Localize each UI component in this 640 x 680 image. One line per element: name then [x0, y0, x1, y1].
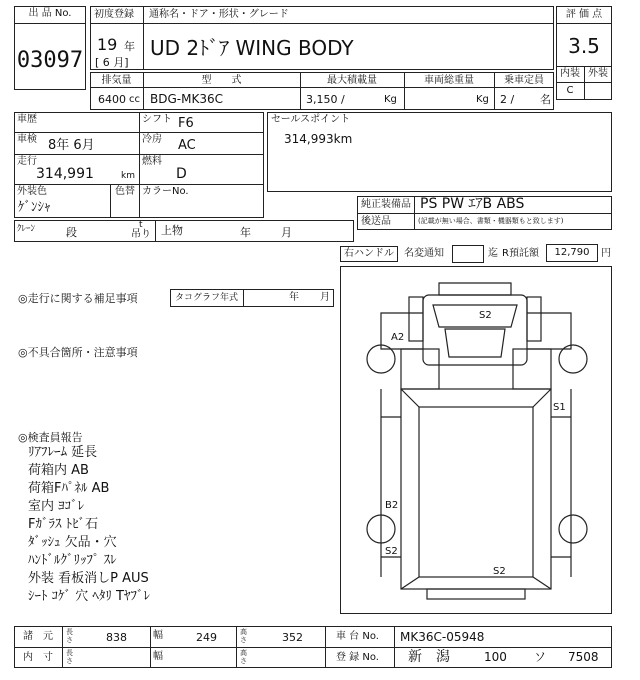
height-label: 高さ	[240, 628, 247, 644]
max-load-label: 最大積載量	[327, 75, 377, 86]
score: 3.5	[568, 34, 600, 58]
report-line: ﾊﾝﾄﾞﾙｸﾞﾘｯﾌﾟ ｽﾚ	[28, 553, 117, 568]
tachograph-month: 月	[320, 292, 330, 303]
equipment-value: PS PW ｴｱB ABS	[420, 196, 525, 212]
recycle-amount: 12,790	[554, 247, 590, 258]
upper-body-month: 月	[281, 226, 292, 239]
driving-notes-label: ◎走行に関する補足事項	[18, 292, 138, 305]
recycle-label: R預託額	[502, 248, 539, 259]
upper-body-label: 上物	[161, 224, 183, 237]
mileage: 314,991	[36, 166, 94, 182]
crane-label: ｸﾚｰﾝ	[17, 224, 36, 234]
km-unit: km	[121, 171, 135, 181]
registration-label: 登 録 No.	[336, 652, 379, 663]
color-change-label: 色替	[115, 186, 135, 197]
lot-number: 03097	[16, 48, 84, 73]
registration-month: [ 6 月]	[95, 56, 129, 69]
registration-year: 19	[97, 35, 118, 54]
outer-length: 838	[106, 631, 127, 644]
report-line: 室内 ﾖｺﾞﾚ	[28, 499, 85, 514]
crane-ton: t	[139, 220, 143, 230]
kg-unit-2: Kg	[476, 94, 489, 105]
history-label: 車歴	[17, 114, 37, 125]
shift-label: シフト	[142, 114, 172, 125]
exterior-label: 外装	[588, 68, 608, 79]
kg-unit-1: Kg	[384, 94, 397, 105]
after-items-note: (記載が無い場合、書類・機器類もと致します)	[418, 217, 564, 225]
mark-b2: B2	[385, 500, 399, 511]
name-change-label: 名変通知	[404, 248, 444, 259]
ac: AC	[178, 138, 196, 153]
lot-number-label: 出 品 No.	[28, 8, 72, 19]
outer-dimensions-label: 諸 元	[23, 631, 53, 642]
fuel-label: 燃料	[142, 156, 162, 167]
length-label: 長さ	[66, 628, 73, 644]
inspection-label: 車検	[17, 134, 37, 145]
crane-hang: 吊り	[131, 229, 151, 240]
report-line: ﾘｱﾌﾚｰﾑ 延長	[28, 445, 98, 460]
width-label-inner: 幅	[153, 651, 163, 662]
interior-label: 内装	[560, 68, 580, 79]
mark-s1: S1	[553, 402, 566, 413]
fuel: D	[176, 166, 187, 182]
right-hand-drive: 右ハンドル	[344, 248, 394, 259]
tachograph-year: 年	[289, 292, 299, 303]
name-change-box	[452, 245, 484, 263]
report-line: ｼｰﾄ ｺｹﾞ 穴 ﾍﾀﾘ Tﾔﾌﾞﾚ	[28, 589, 150, 604]
registration-year-unit: 年	[124, 40, 135, 53]
interior-grade: C	[566, 85, 574, 96]
mileage-label: 走行	[17, 156, 37, 167]
color: ｹﾞﾝｼｬ	[18, 200, 51, 215]
max-load: 3,150 /	[306, 93, 345, 106]
sales-point-label: セールスポイント	[271, 114, 351, 125]
crane-step: 段	[66, 226, 77, 239]
report-line: 荷箱内 AB	[28, 463, 89, 478]
registration-class: 100	[484, 650, 507, 664]
yen-unit: 円	[601, 248, 611, 259]
inspector-report-label: ◎検査員報告	[18, 431, 83, 444]
report-line: ﾀﾞｯｼｭ 欠品・穴	[28, 535, 117, 550]
outer-height: 352	[282, 631, 303, 644]
damage-diagram	[340, 266, 612, 614]
mark-s2-bottom: S2	[493, 566, 506, 577]
height-label-inner: 高さ	[240, 649, 247, 665]
width-label: 幅	[153, 630, 163, 641]
cc-unit: cc	[129, 94, 140, 105]
color-code-label: カラーNo.	[142, 186, 189, 197]
mark-a2: A2	[391, 332, 405, 343]
after-items-label: 後送品	[361, 216, 391, 227]
displacement: 6400	[98, 93, 126, 106]
equipment-label: 純正装備品	[361, 199, 411, 210]
ac-label: 冷房	[142, 134, 162, 145]
shift: F6	[178, 116, 194, 131]
until-label: 迄	[488, 248, 498, 259]
displacement-label: 排気量	[101, 75, 132, 86]
mark-s2-left: S2	[385, 546, 398, 557]
length-label-inner: 長さ	[66, 649, 73, 665]
model: BDG-MK36C	[150, 92, 223, 106]
sales-point-text: 314,993km	[284, 132, 353, 146]
upper-body-year: 年	[240, 226, 251, 239]
car-name-label: 通称名・ドア・形状・グレード	[149, 9, 289, 20]
car-name: UD 2ﾄﾞｱ WING BODY	[150, 36, 354, 60]
report-line: 荷箱Fﾊﾟﾈﾙ AB	[28, 481, 110, 496]
report-line: 外装 看板消しP AUS	[28, 571, 149, 586]
defects-label: ◎不具合箇所・注意事項	[18, 346, 138, 359]
score-label: 評 価 点	[565, 9, 603, 20]
tachograph-label: タコグラフ年式	[175, 293, 239, 303]
outer-width: 249	[196, 631, 217, 644]
report-line: Fｶﾞﾗｽ ﾄﾋﾞ石	[28, 517, 99, 532]
chassis-label: 車 台 No.	[336, 631, 379, 642]
capacity: 2 /	[500, 93, 515, 106]
color-label: 外装色	[17, 186, 47, 197]
model-label: 型 式	[201, 75, 242, 86]
capacity-unit: 名	[540, 93, 551, 106]
registration-number: 7508	[568, 650, 599, 664]
first-registration-label: 初度登録	[94, 9, 134, 20]
chassis-number: MK36C-05948	[400, 630, 485, 644]
inspection: 8年 6月	[48, 138, 95, 153]
capacity-label: 乗車定員	[504, 75, 544, 86]
registration-kana: ソ	[534, 650, 547, 664]
gross-weight-label: 車両総重量	[424, 75, 474, 86]
registration-area: 新 潟	[408, 649, 450, 665]
inner-dimensions-label: 内 寸	[23, 652, 53, 663]
truck-diagram-svg	[341, 267, 611, 613]
mark-s2-top: S2	[479, 310, 492, 321]
crane-row	[14, 220, 354, 242]
